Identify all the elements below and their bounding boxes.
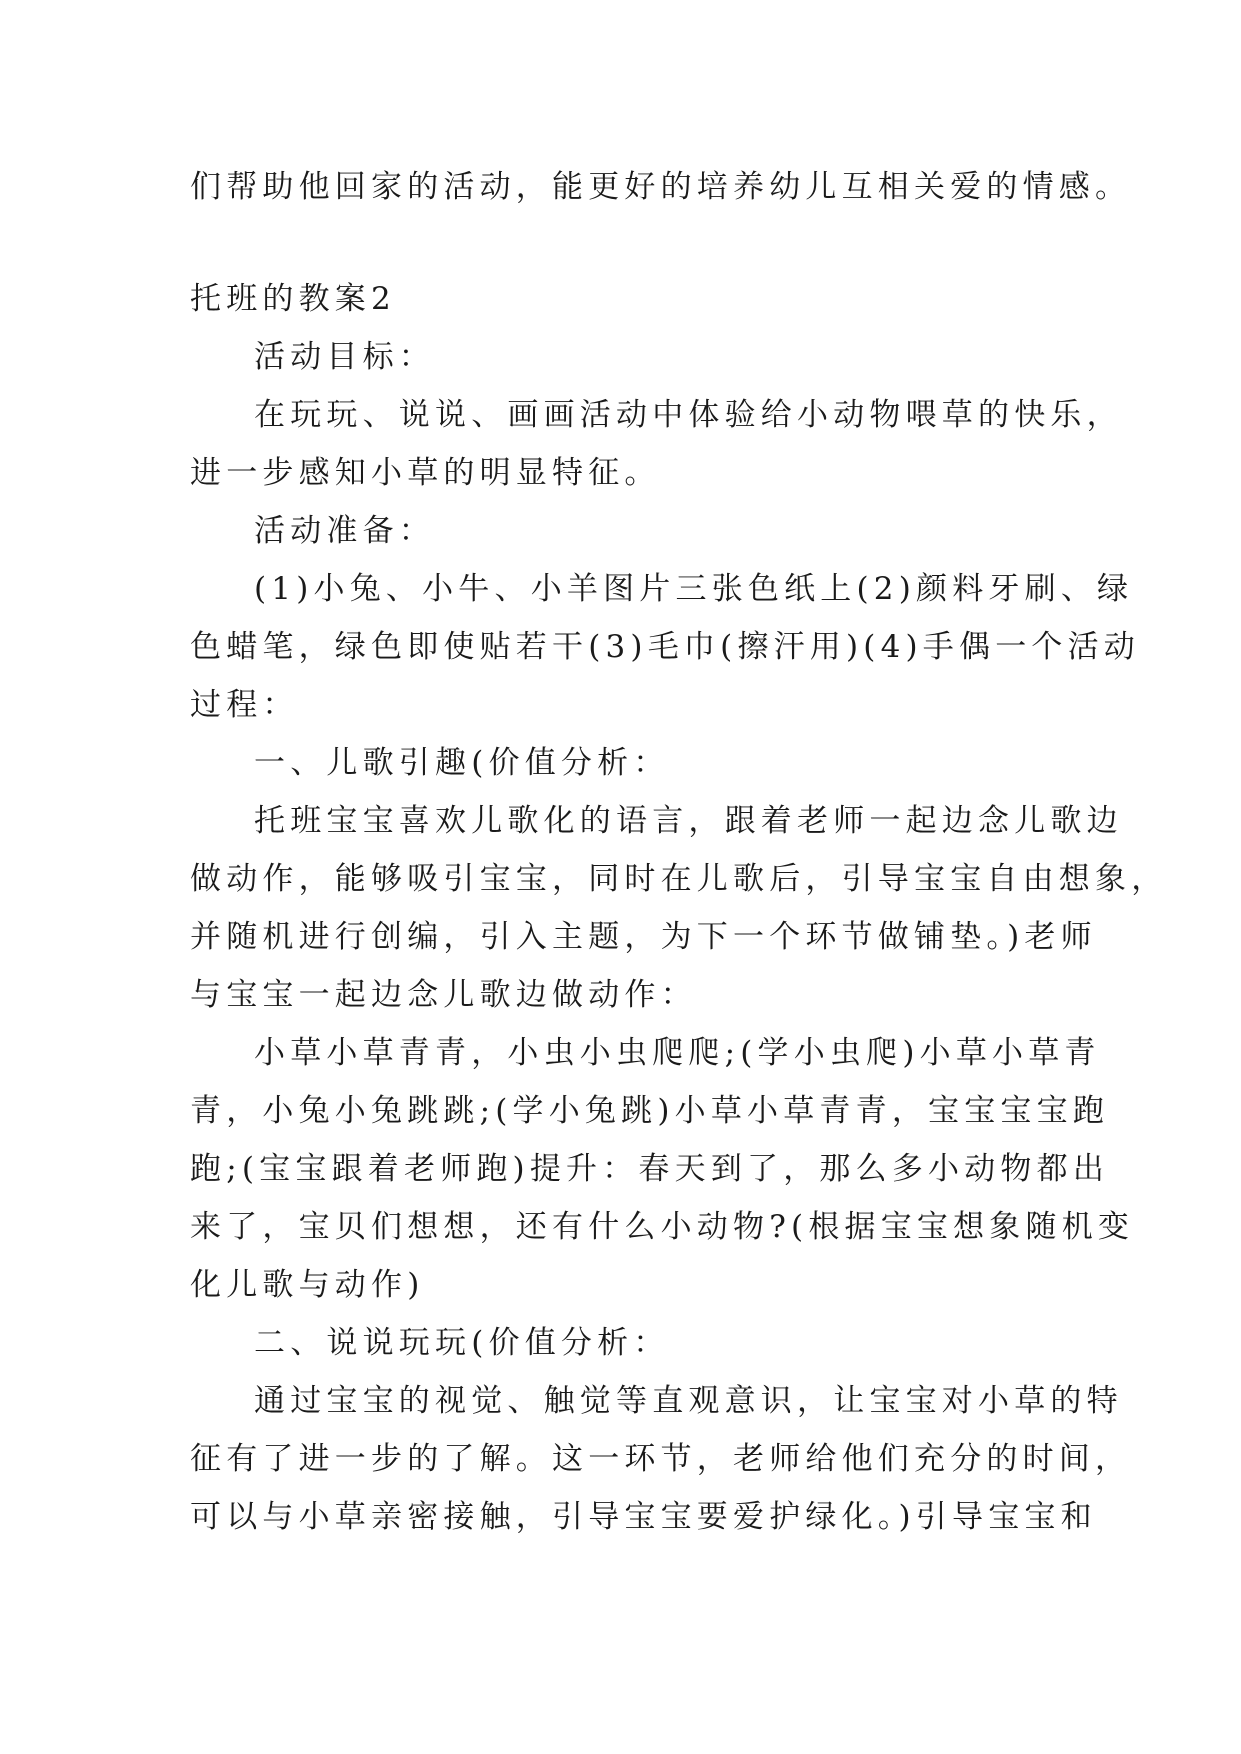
text-line: 跑;(宝宝跟着老师跑)提升：春天到了，那么多小动物都出	[190, 1151, 1110, 1187]
text-line: 小草小草青青，小虫小虫爬爬;(学小虫爬)小草小草青	[254, 1035, 1101, 1071]
text-line: 活动准备：	[254, 513, 435, 549]
text-line: 活动目标：	[254, 339, 435, 375]
text-line: 色蜡笔，绿色即使贴若干(3)毛巾(擦汗用)(4)手偶一个活动	[190, 629, 1141, 665]
text-line: 与宝宝一起边念儿歌边做动作：	[190, 977, 697, 1013]
text-line: 们帮助他回家的活动，能更好的培养幼儿互相关爱的情感。	[190, 169, 1132, 205]
text-line: 做动作，能够吸引宝宝，同时在儿歌后，引导宝宝自由想象，	[190, 861, 1168, 897]
text-line: 化儿歌与动作)	[190, 1267, 425, 1303]
text-line: 征有了进一步的了解。这一环节，老师给他们充分的时间，	[190, 1441, 1132, 1477]
section-heading: 托班的教案2	[190, 281, 396, 317]
text-line: 托班宝宝喜欢儿歌化的语言，跟着老师一起边念儿歌边	[254, 803, 1123, 839]
text-line: (1)小兔、小牛、小羊图片三张色纸上(2)颜料牙刷、绿	[254, 571, 1134, 607]
text-line: 可以与小草亲密接触，引导宝宝要爱护绿化。)引导宝宝和	[190, 1499, 1097, 1535]
text-line: 过程：	[190, 687, 299, 723]
text-line: 一、儿歌引趣(价值分析：	[254, 745, 670, 781]
text-line: 进一步感知小草的明显特征。	[190, 455, 661, 491]
text-line: 通过宝宝的视觉、触觉等直观意识，让宝宝对小草的特	[254, 1383, 1123, 1419]
text-line: 来了，宝贝们想想，还有什么小动物?(根据宝宝想象随机变	[190, 1209, 1135, 1245]
text-line: 二、说说玩玩(价值分析：	[254, 1325, 670, 1361]
text-line: 青，小兔小兔跳跳;(学小兔跳)小草小草青青，宝宝宝宝跑	[190, 1093, 1110, 1129]
text-line: 并随机进行创编，引入主题，为下一个环节做铺垫。)老师	[190, 919, 1097, 955]
text-line: 在玩玩、说说、画画活动中体验给小动物喂草的快乐，	[254, 397, 1123, 433]
